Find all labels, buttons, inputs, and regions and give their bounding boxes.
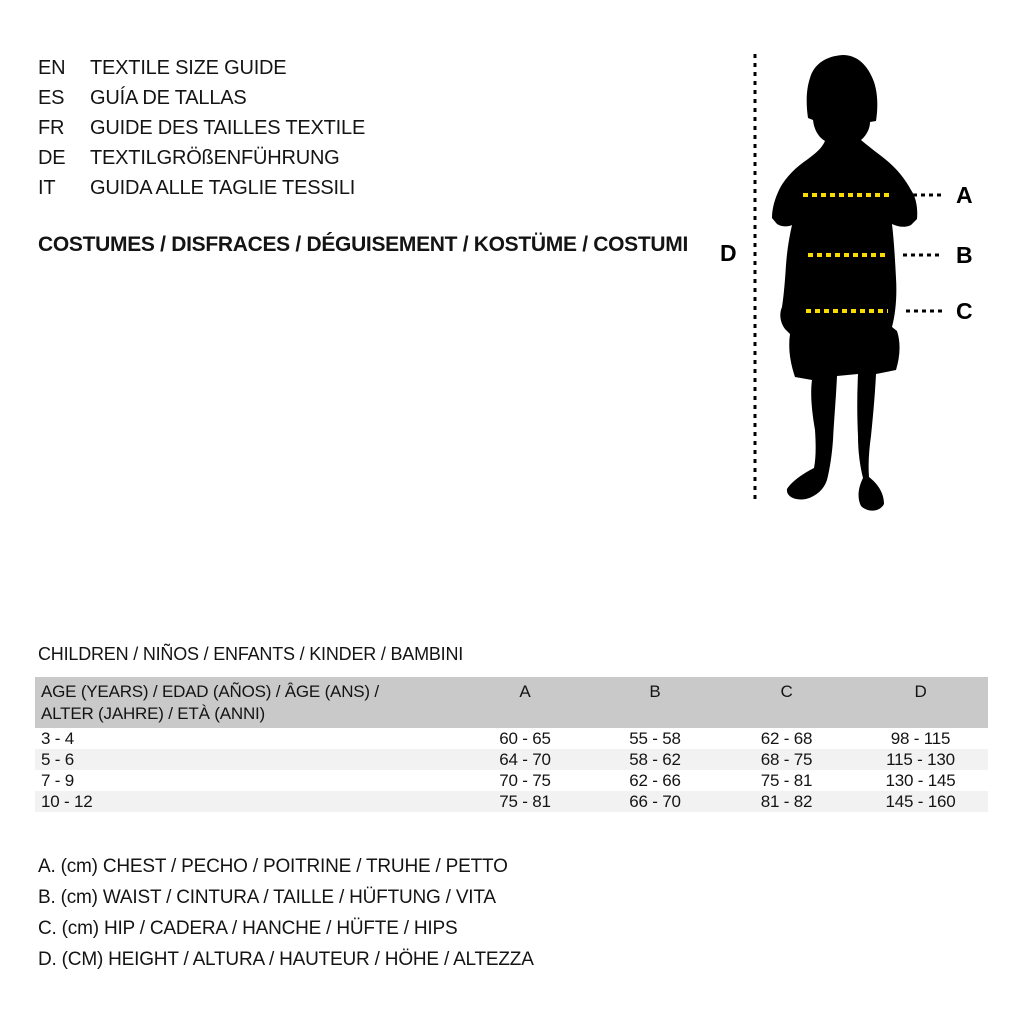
waist-value: 62 - 66 — [629, 770, 681, 790]
chest-value: 75 - 81 — [499, 791, 551, 811]
age-header-line1: AGE (YEARS) / EDAD (AÑOS) / ÂGE (ANS) / — [41, 682, 379, 701]
footnote-height: D. (CM) HEIGHT / ALTURA / HAUTEUR / HÖHE / ALTEZZA — [38, 949, 534, 970]
height-value: 145 - 160 — [885, 791, 956, 811]
hip-value: 62 - 68 — [760, 728, 813, 748]
language-label: GUÍA DE TALLAS — [90, 87, 247, 109]
height-value: 98 - 115 — [890, 728, 951, 748]
footnote-chest: A. (cm) CHEST / PECHO / POITRINE / TRUHE / PETTO — [38, 856, 508, 877]
language-code: FR — [38, 117, 65, 139]
age-cell: 3 - 4 — [41, 728, 75, 748]
label-hip-c: C — [956, 298, 973, 324]
language-row-es — [38, 83, 365, 113]
age-cell: 10 - 12 — [41, 791, 93, 811]
age-header-line2: ALTER (JAHRE) / ETÀ (ANNI) — [41, 704, 266, 723]
chest-value: 64 - 70 — [499, 749, 551, 769]
column-header-c: C — [780, 682, 793, 701]
category-title: COSTUMES / DISFRACES / DÉGUISEMENT / KOSTÜME / COSTUMI — [38, 233, 689, 256]
table-row — [35, 791, 988, 812]
table-row — [35, 749, 988, 770]
age-column-header — [35, 677, 460, 728]
measurement-diagram — [700, 40, 1000, 520]
age-cell: 5 - 6 — [41, 749, 75, 769]
language-label: GUIDA ALLE TAGLIE TESSILI — [90, 177, 356, 199]
language-code: EN — [38, 57, 66, 79]
language-label: TEXTILGRÖßENFÜHRUNG — [90, 147, 340, 169]
hip-value: 75 - 81 — [760, 770, 813, 790]
language-label: GUIDE DES TAILLES TEXTILE — [90, 117, 366, 139]
language-code: IT — [38, 177, 56, 199]
column-header-b: B — [649, 682, 661, 701]
label-height-d: D — [720, 240, 737, 266]
footnote-waist: B. (cm) WAIST / CINTURA / TAILLE / HÜFTUNG / VITA — [38, 887, 496, 908]
waist-value: 55 - 58 — [629, 728, 681, 748]
waist-value: 66 - 70 — [629, 791, 681, 811]
language-row-en — [38, 53, 365, 83]
column-header-a: A — [519, 682, 531, 701]
column-header-d: D — [914, 682, 927, 701]
measure-footnotes — [38, 851, 534, 975]
hip-value: 81 - 82 — [760, 791, 813, 811]
chest-value: 60 - 65 — [499, 728, 551, 748]
language-row-fr — [38, 113, 365, 143]
height-value: 130 - 145 — [885, 770, 956, 790]
label-chest-a: A — [956, 182, 973, 208]
language-row-de — [38, 143, 365, 173]
size-table-header — [35, 677, 988, 728]
language-list — [38, 53, 365, 203]
height-value: 115 - 130 — [886, 749, 955, 769]
language-label: TEXTILE SIZE GUIDE — [90, 57, 287, 79]
table-row — [35, 770, 988, 791]
language-code: ES — [38, 87, 65, 109]
table-row — [35, 728, 988, 749]
size-table — [35, 677, 988, 812]
hip-value: 68 - 75 — [760, 749, 813, 769]
footnote-hip: C. (cm) HIP / CADERA / HANCHE / HÜFTE / HIPS — [38, 918, 458, 939]
language-row-it — [38, 173, 365, 203]
section-title-children: CHILDREN / NIÑOS / ENFANTS / KINDER / BAMBINI — [38, 644, 464, 664]
waist-value: 58 - 62 — [629, 749, 681, 769]
label-waist-b: B — [956, 242, 973, 268]
language-code: DE — [38, 147, 66, 169]
age-cell: 7 - 9 — [41, 770, 75, 790]
child-silhouette-icon — [772, 55, 917, 511]
chest-value: 70 - 75 — [499, 770, 551, 790]
